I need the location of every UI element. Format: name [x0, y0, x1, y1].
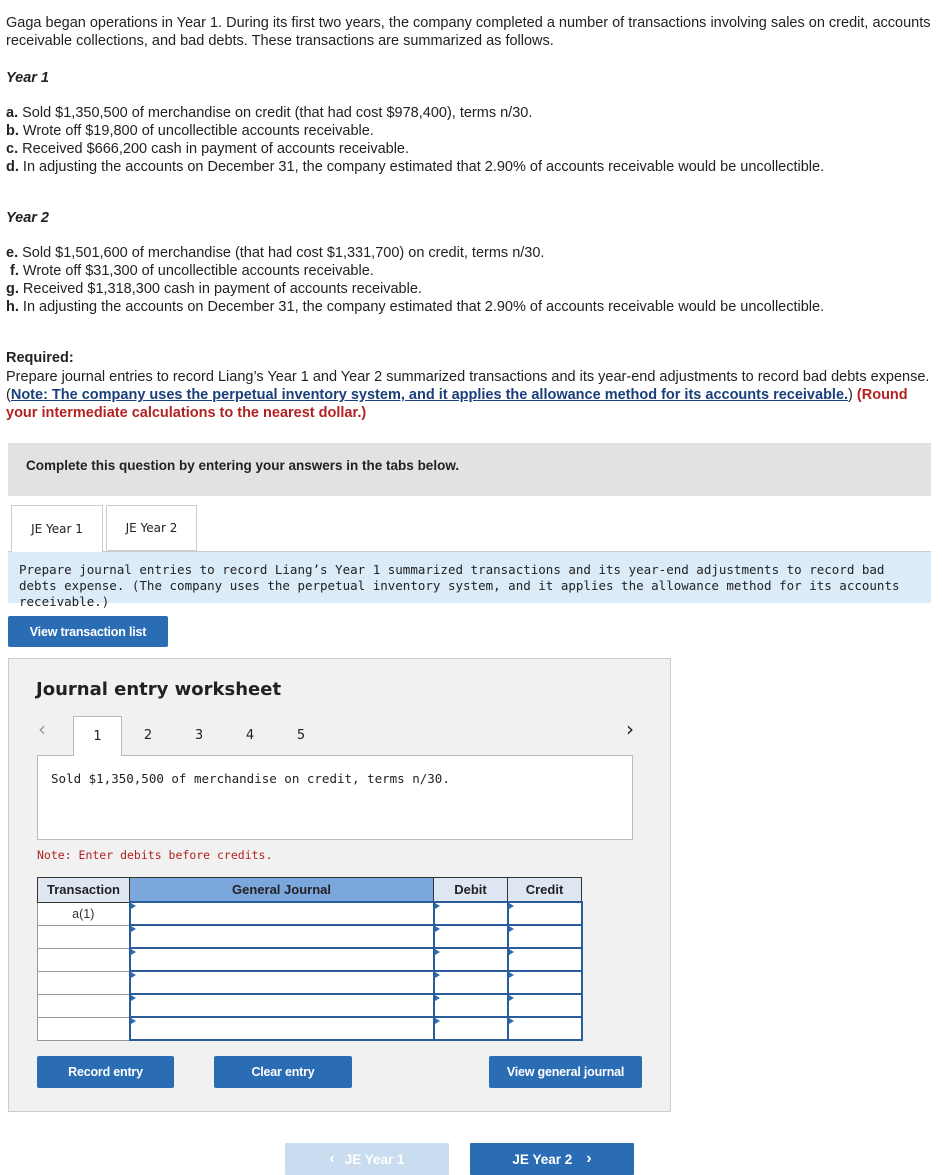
transaction-cell	[38, 1017, 130, 1040]
year1-heading: Year 1	[6, 70, 49, 86]
account-input[interactable]	[130, 948, 434, 971]
step-4[interactable]: 4	[245, 727, 255, 743]
list-item: f. Wrote off $31,300 of uncollectible accounts receivable.	[10, 263, 374, 279]
intro-text: Gaga began operations in Year 1. During its first two years, the company completed a number of transactions involving sales on credit, accounts receivable collections, and bad debts. These transactions are summarized as follows.	[6, 15, 931, 49]
table-row	[38, 994, 582, 1017]
header-credit: Credit	[508, 878, 582, 903]
step-5[interactable]: 5	[296, 727, 306, 743]
transaction-cell	[38, 971, 130, 994]
instructions-banner: Complete this question by entering your answers in the tabs below.	[8, 443, 931, 496]
credit-input[interactable]	[508, 948, 582, 971]
debit-input[interactable]	[434, 925, 508, 948]
transaction-cell	[38, 994, 130, 1017]
debit-input[interactable]	[434, 902, 508, 925]
list-item: g. Received $1,318,300 cash in payment of accounts receivable.	[6, 281, 422, 297]
next-tab-button[interactable]	[470, 1143, 634, 1175]
chevron-right-icon: ›	[586, 1150, 592, 1167]
credit-input[interactable]	[508, 1017, 582, 1040]
view-transaction-list-button[interactable]: View transaction list	[8, 616, 168, 647]
step-3[interactable]: 3	[194, 727, 204, 743]
credit-input[interactable]	[508, 971, 582, 994]
list-item: a. Sold $1,350,500 of merchandise on credit (that had cost $978,400), terms n/30.	[6, 105, 533, 121]
header-transaction: Transaction	[38, 878, 130, 903]
journal-table	[37, 877, 583, 1041]
required-note: Note: The company uses the perpetual inventory system, and it applies the allowance method for its accounts receivable.	[10, 387, 849, 403]
debit-input[interactable]	[434, 971, 508, 994]
prev-tab-button[interactable]	[285, 1143, 449, 1175]
credit-input[interactable]	[508, 925, 582, 948]
transaction-cell	[38, 925, 130, 948]
record-entry-button[interactable]: Record entry	[37, 1056, 174, 1088]
list-item: d. In adjusting the accounts on December 31, the company estimated that 2.90% of accounts receivable would be uncollectible.	[6, 159, 825, 175]
header-general-journal: General Journal	[130, 878, 434, 903]
list-item: h. In adjusting the accounts on December 31, the company estimated that 2.90% of accounts receivable would be uncollectible.	[6, 299, 825, 315]
worksheet-title: Journal entry worksheet	[36, 679, 282, 700]
required-text: Prepare journal entries to record Liang’s Year 1 and Year 2 summarized transactions and its year-end adjustments to record bad debts expense. (Note: The company uses the perpetual inventory system, and it applies the allowance method for its accounts receivable.) (Round your intermediate calculations to the nearest dollar.)	[6, 369, 930, 421]
list-item: c. Received $666,200 cash in payment of accounts receivable.	[6, 141, 410, 157]
debit-input[interactable]	[434, 948, 508, 971]
debit-credit-note: Note: Enter debits before credits.	[37, 848, 273, 862]
table-row	[38, 902, 582, 925]
chevron-left-icon: ‹	[329, 1150, 335, 1167]
tab-instruction: Prepare journal entries to record Liang’s Year 1 summarized transactions and its year-end adjustments to record bad debts expense. (The company uses the perpetual inventory system, and it applies the allowance method for its accounts receivable.)	[8, 552, 931, 603]
credit-input[interactable]	[508, 902, 582, 925]
table-row	[38, 948, 582, 971]
required-title: Required:	[6, 350, 74, 366]
transaction-cell: a(1)	[38, 902, 130, 925]
next-tab-label: JE Year 2	[512, 1151, 573, 1167]
account-input[interactable]	[130, 902, 434, 925]
list-item: e. Sold $1,501,600 of merchandise (that had cost $1,331,700) on credit, terms n/30.	[6, 245, 545, 261]
list-item: b. Wrote off $19,800 of uncollectible accounts receivable.	[6, 123, 374, 139]
step-2[interactable]: 2	[143, 727, 153, 743]
account-input[interactable]	[130, 925, 434, 948]
view-general-journal-button[interactable]: View general journal	[489, 1056, 642, 1088]
transaction-cell	[38, 948, 130, 971]
chevron-right-icon[interactable]: ›	[626, 717, 634, 741]
account-input[interactable]	[130, 971, 434, 994]
transaction-description: Sold $1,350,500 of merchandise on credit, terms n/30.	[37, 755, 633, 840]
header-debit: Debit	[434, 878, 508, 903]
credit-input[interactable]	[508, 994, 582, 1017]
round-note: (Round your intermediate calculations to the nearest dollar.)	[6, 387, 908, 421]
chevron-left-icon[interactable]: ‹	[38, 717, 46, 741]
table-row	[38, 1017, 582, 1040]
prev-tab-label: JE Year 1	[344, 1151, 405, 1167]
table-row	[38, 971, 582, 994]
debit-input[interactable]	[434, 994, 508, 1017]
year2-heading: Year 2	[6, 210, 49, 226]
clear-entry-button[interactable]: Clear entry	[214, 1056, 352, 1088]
table-row	[38, 925, 582, 948]
account-input[interactable]	[130, 994, 434, 1017]
tab-je-year-2[interactable]: JE Year 2	[106, 505, 197, 551]
debit-input[interactable]	[434, 1017, 508, 1040]
tab-je-year-1[interactable]: JE Year 1	[11, 505, 103, 552]
step-1[interactable]: 1	[73, 716, 122, 756]
account-input[interactable]	[130, 1017, 434, 1040]
